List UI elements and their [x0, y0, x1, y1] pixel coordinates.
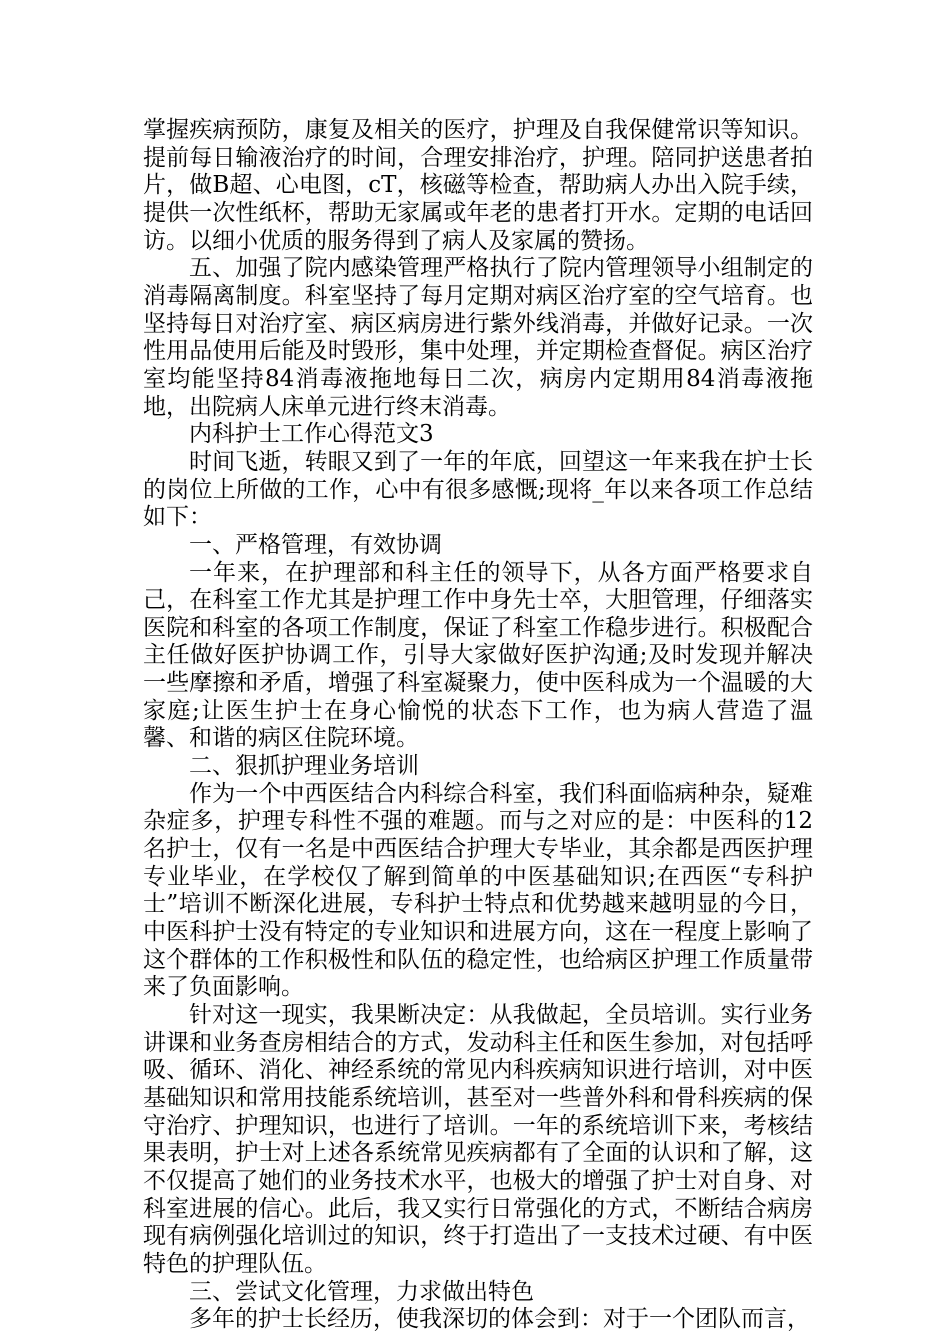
paragraph-continuation: 掌握疾病预防，康复及相关的医疗，护理及自我保健常识等知识。提前每日输液治疗的时间，合理安排治疗，护理。陪同护送患者拍片，做B超、心电图，cT，核磁等检查，帮助病人办出入院手续，提供一次性纸杯，帮助无家属或年老的患者打开水。定期的电话回访。以细小优质的服务得到了病人及家属的赞扬。	[143, 117, 813, 254]
heading-culture: 三、尝试文化管理，力求做出特色	[189, 1278, 534, 1305]
paragraph-infection-control: 五、加强了院内感染管理严格执行了院内管理领导小组制定的消毒隔离制度。科室坚持了每月定期对病区治疗室的空气培育。也坚持每日对治疗室、病区病房进行紫外线消毒，并做好记录。一次性用品使用后能及时毁形，集中处理，并定期检查督促。病区治疗室均能坚持84消毒液拖地每日二次，病房内定期用84消毒液拖地，出院病人床单元进行终末消毒。	[143, 255, 813, 420]
section-title: 内科护士工作心得范文3	[189, 421, 434, 448]
paragraph-training-problem: 作为一个中西医结合内科综合科室，我们科面临病种杂，疑难杂症多，护理专科性不强的难题。而与之对应的是：中医科的12名护士，仅有一名是中西医结合护理大专毕业，其余都是西医护理专业毕业，在学校仅了解到简单的中医基础知识;在西医“专科护士”培训不断深化进展，专科护士特点和优势越来越明显的今日，中医科护士没有特定的专业知识和进展方向，这在一程度上影响了这个群体的工作积极性和队伍的稳定性，也给病区护理工作质量带来了负面影响。	[143, 780, 813, 1001]
paragraph-management: 一年来，在护理部和科主任的领导下，从各方面严格要求自己，在科室工作尤其是护理工作中身先士卒，大胆管理，仔细落实医院和科室的各项工作制度，保证了科室工作稳步进行。积极配合主任做好医护协调工作，引导大家做好医护沟通;及时发现并解决一些摩擦和矛盾，增强了科室凝聚力，使中医科成为一个温暖的大家庭;让医生护士在身心愉悦的状态下工作，也为病人营造了温馨、和谐的病区住院环境。	[143, 559, 813, 752]
heading-training: 二、狠抓护理业务培训	[189, 753, 419, 780]
paragraph-intro: 时间飞逝，转眼又到了一年的年底，回望这一年来我在护士长的岗位上所做的工作，心中有很多感慨;现将_年以来各项工作总结如下：	[143, 448, 813, 531]
heading-strict-management: 一、严格管理，有效协调	[189, 531, 442, 558]
paragraph-culture: 多年的护士长经历，使我深切的体会到：对于一个团队而言，	[189, 1306, 810, 1333]
paragraph-training-solution: 针对这一现实，我果断决定：从我做起，全员培训。实行业务讲课和业务查房相结合的方式，发动科主任和医生参加，对包括呼吸、循环、消化、神经系统的常见内科疾病知识进行培训，对中医基础知识和常用技能系统培训，甚至对一些普外科和骨科疾病的保守治疗、护理知识，也进行了培训。一年的系统培训下来，考核结果表明，护士对上述各系统常见疾病都有了全面的认识和了解，这不仅提高了她们的业务技术水平，也极大的增强了护士对自身、对科室进展的信心。此后，我又实行日常强化的方式，不断结合病房现有病例强化培训过的知识，终于打造出了一支技术过硬、有中医特色的护理队伍。	[143, 1002, 813, 1277]
document-page	[143, 117, 813, 1334]
